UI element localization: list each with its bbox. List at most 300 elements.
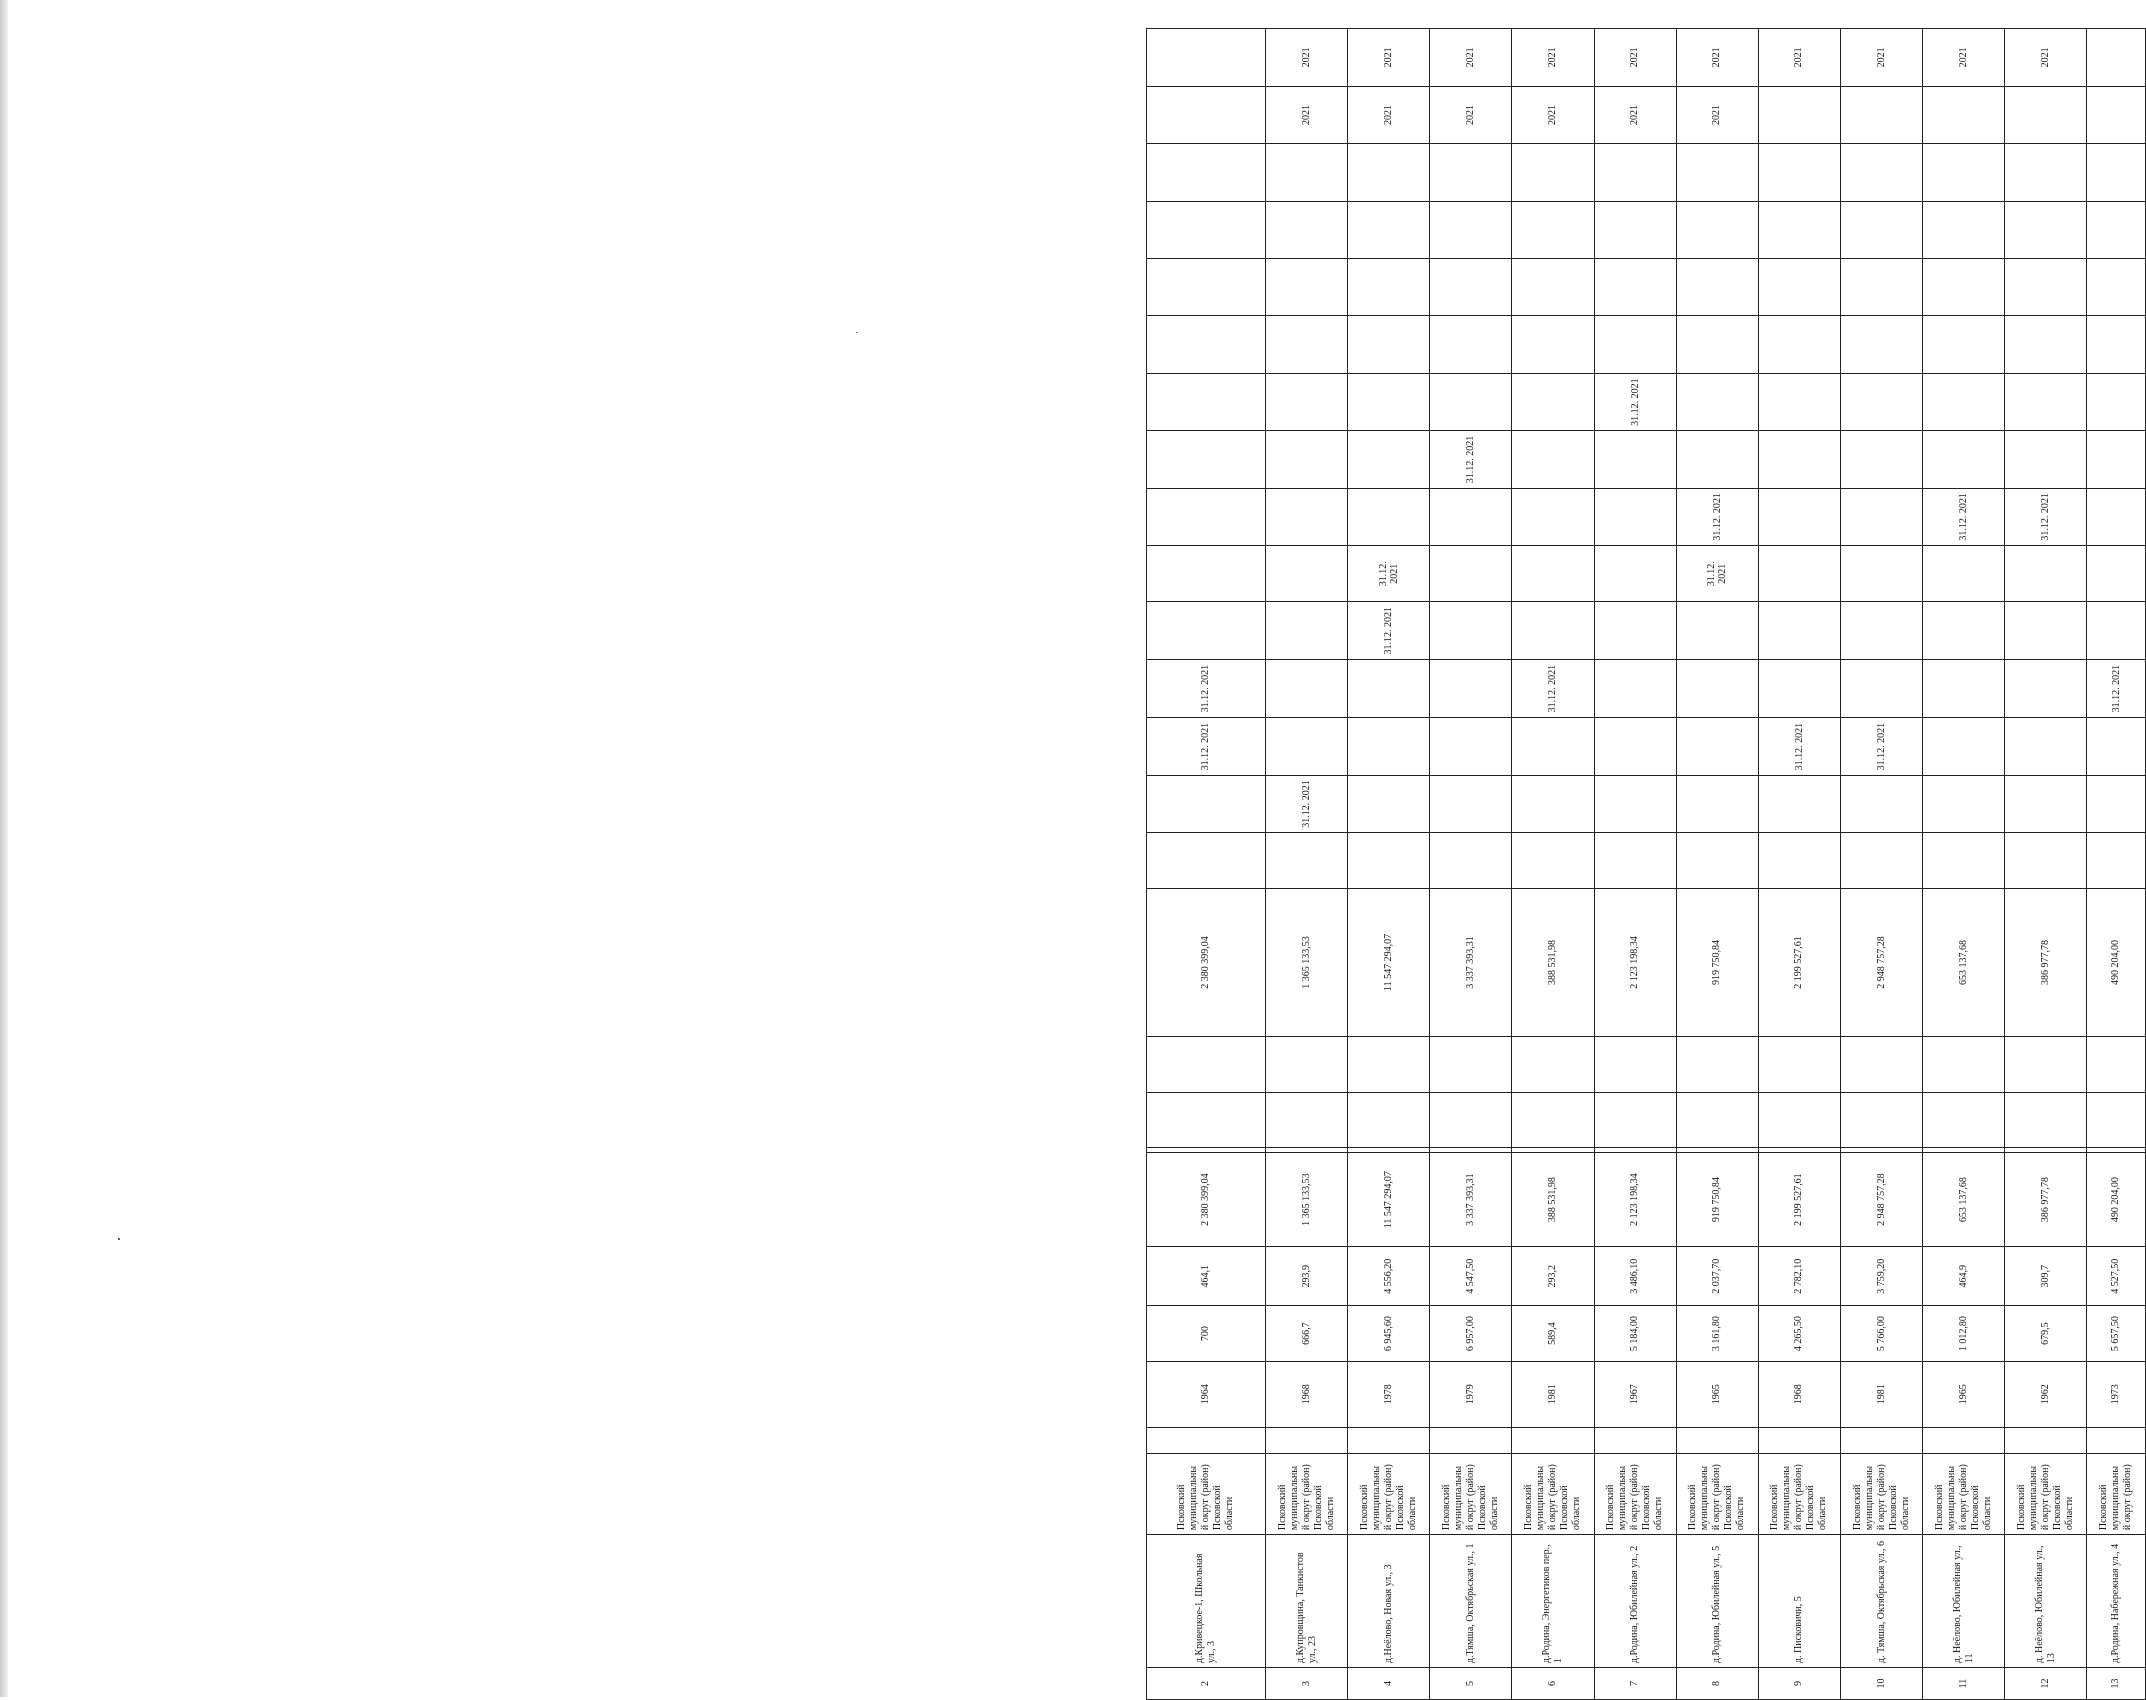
deadline-cell bbox=[1758, 659, 1840, 718]
address-cell: д.Родина, Юбилейная ул., 2 bbox=[1594, 1535, 1676, 1668]
empty-cell bbox=[1923, 144, 2005, 201]
empty-cell bbox=[1594, 1037, 1676, 1092]
municipality-cell: Псковский муниципальны й округ (район) Псковской области bbox=[1348, 1454, 1430, 1535]
year-cell bbox=[1923, 86, 2005, 143]
living-area-cell: 2 037,70 bbox=[1676, 1246, 1758, 1306]
repair-cost-cell: 490 204,00 bbox=[2087, 1153, 2146, 1247]
deadline-cell bbox=[1512, 488, 1594, 545]
deadline-cell bbox=[2087, 775, 2146, 832]
deadline-cell bbox=[1758, 546, 1840, 602]
table-row bbox=[1758, 29, 1840, 1700]
total-area-cell: 5 766,00 bbox=[1841, 1306, 1923, 1361]
deadline-cell bbox=[1147, 431, 1266, 488]
construction-year-cell: 1964 bbox=[1147, 1361, 1266, 1427]
construction-year-cell: 1967 bbox=[1594, 1361, 1676, 1427]
scan-edge-shadow bbox=[0, 0, 8, 1697]
empty-cell bbox=[1512, 1148, 1594, 1153]
deadline-cell bbox=[1676, 602, 1758, 659]
address-cell: д.Кривецкое-1, Школьная ул., 3 bbox=[1147, 1535, 1266, 1668]
empty-cell bbox=[1512, 259, 1594, 316]
empty-cell bbox=[1676, 1037, 1758, 1092]
deadline-cell bbox=[1147, 546, 1266, 602]
deadline-cell bbox=[1841, 546, 1923, 602]
deadline-cell bbox=[1758, 488, 1840, 545]
empty-cell bbox=[1512, 144, 1594, 201]
construction-year-cell: 1973 bbox=[2087, 1361, 2146, 1427]
year-cell bbox=[1147, 86, 1266, 143]
repair-cost-cell: 2 380 399,04 bbox=[1147, 1153, 1266, 1247]
empty-cell bbox=[2087, 1092, 2146, 1147]
row-number-cell: 10 bbox=[1841, 1668, 1923, 1700]
repair-cost-repeat-cell: 2 123 198,34 bbox=[1594, 888, 1676, 1037]
empty-cell bbox=[1923, 833, 2005, 888]
table-row bbox=[2005, 29, 2087, 1700]
deadline-cell bbox=[2005, 373, 2087, 430]
table-row bbox=[1430, 29, 1512, 1700]
empty-cell bbox=[1758, 1092, 1840, 1147]
deadline-cell bbox=[1348, 431, 1430, 488]
deadline-cell: 31.12. 2021 bbox=[1676, 546, 1758, 602]
municipality-cell: Псковский муниципальны й округ (район) bbox=[2087, 1454, 2146, 1535]
empty-cell bbox=[1348, 144, 1430, 201]
year-cell bbox=[1147, 29, 1266, 87]
deadline-cell bbox=[1676, 373, 1758, 430]
empty-cell bbox=[1147, 833, 1266, 888]
deadline-cell: 31.12. 2021 bbox=[1676, 488, 1758, 545]
empty-cell bbox=[1265, 1092, 1347, 1147]
table-row bbox=[1512, 29, 1594, 1700]
year-cell: 2021 bbox=[1923, 29, 2005, 87]
year-cell: 2021 bbox=[1348, 29, 1430, 87]
empty-cell bbox=[1841, 316, 1923, 373]
year-cell bbox=[2087, 86, 2146, 143]
deadline-cell bbox=[1676, 431, 1758, 488]
empty-cell bbox=[1594, 1148, 1676, 1153]
empty-cell bbox=[1923, 316, 2005, 373]
total-area-cell: 3 161,80 bbox=[1676, 1306, 1758, 1361]
row-number-cell: 12 bbox=[2005, 1668, 2087, 1700]
year-cell bbox=[2005, 86, 2087, 143]
municipality-cell: Псковский муниципальны й округ (район) Псковской области bbox=[2005, 1454, 2087, 1535]
deadline-cell bbox=[1676, 659, 1758, 718]
empty-cell bbox=[1512, 1092, 1594, 1147]
deadline-cell bbox=[1512, 373, 1594, 430]
empty-cell bbox=[1758, 1148, 1840, 1153]
total-area-cell: 666,7 bbox=[1265, 1306, 1347, 1361]
deadline-cell bbox=[1348, 659, 1430, 718]
empty-cell bbox=[1676, 144, 1758, 201]
empty-cell bbox=[1758, 316, 1840, 373]
year-cell: 2021 bbox=[1265, 29, 1347, 87]
deadline-cell bbox=[1265, 659, 1347, 718]
empty-cell bbox=[1512, 833, 1594, 888]
empty-cell bbox=[1265, 1148, 1347, 1153]
year-cell: 2021 bbox=[1512, 86, 1594, 143]
deadline-cell: 31.12. 2021 bbox=[1430, 431, 1512, 488]
year-cell: 2021 bbox=[1594, 29, 1676, 87]
empty-cell bbox=[1348, 316, 1430, 373]
deadline-cell bbox=[1147, 488, 1266, 545]
deadline-cell: 31.12. 2021 bbox=[1512, 659, 1594, 718]
empty-cell bbox=[1430, 316, 1512, 373]
empty-cell bbox=[2005, 316, 2087, 373]
repair-cost-cell: 386 977,78 bbox=[2005, 1153, 2087, 1247]
empty-cell bbox=[1841, 833, 1923, 888]
empty-cell bbox=[1430, 833, 1512, 888]
empty-cell bbox=[2005, 259, 2087, 316]
municipality-cell: Псковский муниципальны й округ (район) Псковской области bbox=[1265, 1454, 1347, 1535]
table-row bbox=[1348, 29, 1430, 1700]
deadline-cell bbox=[1841, 775, 1923, 832]
year-cell: 2021 bbox=[1430, 29, 1512, 87]
empty-cell bbox=[1758, 201, 1840, 258]
deadline-cell bbox=[1923, 546, 2005, 602]
living-area-cell: 2 782,10 bbox=[1758, 1246, 1840, 1306]
empty-cell bbox=[1841, 1148, 1923, 1153]
year-cell bbox=[1841, 86, 1923, 143]
deadline-cell bbox=[1147, 775, 1266, 832]
deadline-cell bbox=[1923, 373, 2005, 430]
repair-cost-cell: 1 365 133,53 bbox=[1265, 1153, 1347, 1247]
living-area-cell: 293,2 bbox=[1512, 1246, 1594, 1306]
year-cell: 2021 bbox=[1676, 29, 1758, 87]
empty-cell bbox=[1348, 201, 1430, 258]
repair-cost-cell: 2 199 527,61 bbox=[1758, 1153, 1840, 1247]
deadline-cell bbox=[1923, 775, 2005, 832]
deadline-cell: 31.12. 2021 bbox=[1265, 775, 1347, 832]
deadline-cell: 31.12. 2021 bbox=[1594, 373, 1676, 430]
empty-cell bbox=[2005, 1427, 2087, 1454]
row-number-cell: 7 bbox=[1594, 1668, 1676, 1700]
deadline-cell bbox=[1348, 488, 1430, 545]
deadline-cell bbox=[1841, 659, 1923, 718]
deadline-cell bbox=[1923, 718, 2005, 775]
repair-cost-repeat-cell: 490 204,00 bbox=[2087, 888, 2146, 1037]
total-area-cell: 1 012,80 bbox=[1923, 1306, 2005, 1361]
repair-cost-cell: 653 137,68 bbox=[1923, 1153, 2005, 1247]
empty-cell bbox=[2005, 144, 2087, 201]
total-area-cell: 6 957,00 bbox=[1430, 1306, 1512, 1361]
total-area-cell: 4 265,50 bbox=[1758, 1306, 1840, 1361]
deadline-cell bbox=[1430, 373, 1512, 430]
empty-cell bbox=[1265, 1427, 1347, 1454]
empty-cell bbox=[1512, 1037, 1594, 1092]
empty-cell bbox=[1265, 201, 1347, 258]
empty-cell bbox=[1676, 201, 1758, 258]
construction-year-cell: 1962 bbox=[2005, 1361, 2087, 1427]
address-cell: д. Неёлово, Юбилейная ул., 13 bbox=[2005, 1535, 2087, 1668]
table-body bbox=[1147, 29, 2146, 1700]
deadline-cell bbox=[1265, 718, 1347, 775]
empty-cell bbox=[1594, 201, 1676, 258]
empty-cell bbox=[2005, 1092, 2087, 1147]
deadline-cell bbox=[1265, 431, 1347, 488]
empty-cell bbox=[2005, 201, 2087, 258]
living-area-cell: 4 547,50 bbox=[1430, 1246, 1512, 1306]
repair-cost-repeat-cell: 2 380 399,04 bbox=[1147, 888, 1266, 1037]
deadline-cell bbox=[1512, 718, 1594, 775]
table-row bbox=[1841, 29, 1923, 1700]
municipality-cell: Псковский муниципальны й округ (район) Псковской области bbox=[1676, 1454, 1758, 1535]
deadline-cell bbox=[2087, 431, 2146, 488]
empty-cell bbox=[1265, 316, 1347, 373]
empty-cell bbox=[2005, 1037, 2087, 1092]
municipality-cell: Псковский муниципальны й округ (район) Псковской области bbox=[1594, 1454, 1676, 1535]
empty-cell bbox=[1348, 1427, 1430, 1454]
empty-cell bbox=[1923, 1427, 2005, 1454]
living-area-cell: 464,9 bbox=[1923, 1246, 2005, 1306]
construction-year-cell: 1981 bbox=[1841, 1361, 1923, 1427]
year-cell: 2021 bbox=[1265, 86, 1347, 143]
repair-cost-cell: 2 123 198,34 bbox=[1594, 1153, 1676, 1247]
empty-cell bbox=[2087, 1037, 2146, 1092]
deadline-cell bbox=[2005, 602, 2087, 659]
year-cell bbox=[1758, 86, 1840, 143]
empty-cell bbox=[2087, 201, 2146, 258]
deadline-cell bbox=[1348, 373, 1430, 430]
empty-cell bbox=[1676, 316, 1758, 373]
repair-cost-repeat-cell: 653 137,68 bbox=[1923, 888, 2005, 1037]
repair-cost-cell: 11 547 294,07 bbox=[1348, 1153, 1430, 1247]
deadline-cell bbox=[1147, 602, 1266, 659]
deadline-cell bbox=[1594, 431, 1676, 488]
construction-year-cell: 1978 bbox=[1348, 1361, 1430, 1427]
repair-cost-repeat-cell: 2 948 757,28 bbox=[1841, 888, 1923, 1037]
total-area-cell: 679,5 bbox=[2005, 1306, 2087, 1361]
empty-cell bbox=[1147, 1037, 1266, 1092]
deadline-cell bbox=[1594, 775, 1676, 832]
row-number-cell: 13 bbox=[2087, 1668, 2146, 1700]
deadline-cell bbox=[1676, 775, 1758, 832]
deadline-cell bbox=[2087, 373, 2146, 430]
construction-year-cell: 1965 bbox=[1676, 1361, 1758, 1427]
scan-speck bbox=[856, 332, 858, 333]
address-cell: д.Родина, Энергетиков пер., 1 bbox=[1512, 1535, 1594, 1668]
living-area-cell: 3 486,10 bbox=[1594, 1246, 1676, 1306]
empty-cell bbox=[1430, 1148, 1512, 1153]
empty-cell bbox=[1147, 259, 1266, 316]
deadline-cell bbox=[1923, 602, 2005, 659]
empty-cell bbox=[1758, 259, 1840, 316]
municipality-cell: Псковский муниципальны й округ (район) Псковской области bbox=[1512, 1454, 1594, 1535]
address-cell: д.Родина, Юбилейная ул., 5 bbox=[1676, 1535, 1758, 1668]
address-cell: д. Неёлово, Юбилейная ул., 11 bbox=[1923, 1535, 2005, 1668]
deadline-cell bbox=[1841, 488, 1923, 545]
construction-year-cell: 1965 bbox=[1923, 1361, 2005, 1427]
year-cell: 2021 bbox=[1512, 29, 1594, 87]
address-cell: д.Купровщина, Танкистов ул., 23 bbox=[1265, 1535, 1347, 1668]
empty-cell bbox=[1147, 1427, 1266, 1454]
empty-cell bbox=[1512, 1427, 1594, 1454]
empty-cell bbox=[1923, 201, 2005, 258]
deadline-cell bbox=[2087, 718, 2146, 775]
deadline-cell bbox=[1430, 659, 1512, 718]
municipality-cell: Псковский муниципальны й округ (район) Псковской области bbox=[1430, 1454, 1512, 1535]
empty-cell bbox=[1923, 259, 2005, 316]
deadline-cell bbox=[1758, 602, 1840, 659]
deadline-cell bbox=[2005, 775, 2087, 832]
empty-cell bbox=[1147, 201, 1266, 258]
deadline-cell bbox=[1265, 373, 1347, 430]
deadline-cell bbox=[1594, 718, 1676, 775]
empty-cell bbox=[1676, 833, 1758, 888]
construction-year-cell: 1981 bbox=[1512, 1361, 1594, 1427]
deadline-cell bbox=[2005, 546, 2087, 602]
empty-cell bbox=[1594, 1092, 1676, 1147]
empty-cell bbox=[1923, 1037, 2005, 1092]
empty-cell bbox=[1147, 1148, 1266, 1153]
total-area-cell: 5 657,50 bbox=[2087, 1306, 2146, 1361]
empty-cell bbox=[1758, 1037, 1840, 1092]
empty-cell bbox=[1594, 259, 1676, 316]
row-number-cell: 6 bbox=[1512, 1668, 1594, 1700]
empty-cell bbox=[1841, 1427, 1923, 1454]
empty-cell bbox=[1430, 1037, 1512, 1092]
empty-cell bbox=[2087, 316, 2146, 373]
empty-cell bbox=[1430, 1092, 1512, 1147]
deadline-cell: 31.12. 2021 bbox=[2005, 488, 2087, 545]
scan-speck bbox=[118, 1238, 120, 1240]
table-row bbox=[1923, 29, 2005, 1700]
year-cell bbox=[2087, 29, 2146, 87]
empty-cell bbox=[1430, 144, 1512, 201]
empty-cell bbox=[2005, 833, 2087, 888]
municipality-cell: Псковский муниципальны й округ (район) Псковской области bbox=[1841, 1454, 1923, 1535]
repair-cost-cell: 919 750,84 bbox=[1676, 1153, 1758, 1247]
empty-cell bbox=[1594, 316, 1676, 373]
deadline-cell bbox=[1147, 373, 1266, 430]
row-number-cell: 2 bbox=[1147, 1668, 1266, 1700]
repair-cost-repeat-cell: 11 547 294,07 bbox=[1348, 888, 1430, 1037]
deadline-cell bbox=[1265, 546, 1347, 602]
deadline-cell bbox=[1512, 602, 1594, 659]
table-row bbox=[2087, 29, 2146, 1700]
empty-cell bbox=[1594, 833, 1676, 888]
deadline-cell bbox=[1512, 775, 1594, 832]
row-number-cell: 5 bbox=[1430, 1668, 1512, 1700]
empty-cell bbox=[1265, 144, 1347, 201]
year-cell: 2021 bbox=[1758, 29, 1840, 87]
deadline-cell bbox=[1430, 602, 1512, 659]
empty-cell bbox=[1348, 259, 1430, 316]
deadline-cell bbox=[2005, 718, 2087, 775]
empty-cell bbox=[1348, 1148, 1430, 1153]
address-cell: д.Неёлово, Новая ул., 3 bbox=[1348, 1535, 1430, 1668]
deadline-cell: 31.12. 2021 bbox=[1841, 718, 1923, 775]
empty-cell bbox=[1348, 1037, 1430, 1092]
empty-cell bbox=[1594, 144, 1676, 201]
empty-cell bbox=[1676, 259, 1758, 316]
empty-cell bbox=[2087, 833, 2146, 888]
total-area-cell: 5 184,00 bbox=[1594, 1306, 1676, 1361]
repair-cost-cell: 388 531,98 bbox=[1512, 1153, 1594, 1247]
deadline-cell: 31.12. 2021 bbox=[1147, 718, 1266, 775]
empty-cell bbox=[2087, 259, 2146, 316]
year-cell: 2021 bbox=[1676, 86, 1758, 143]
address-cell: д.Тямша, Октябрьская ул., 1 bbox=[1430, 1535, 1512, 1668]
municipality-cell: Псковский муниципальны й округ (район) Псковской области bbox=[1758, 1454, 1840, 1535]
repair-cost-cell: 2 948 757,28 bbox=[1841, 1153, 1923, 1247]
deadline-cell bbox=[1430, 718, 1512, 775]
deadline-cell: 31.12. 2021 bbox=[1923, 488, 2005, 545]
deadline-cell bbox=[2087, 488, 2146, 545]
deadline-cell: 31.12. 2021 bbox=[1147, 659, 1266, 718]
empty-cell bbox=[1512, 316, 1594, 373]
table-row bbox=[1676, 29, 1758, 1700]
repair-cost-repeat-cell: 1 365 133,53 bbox=[1265, 888, 1347, 1037]
address-cell: д.Родина, Набережная ул., 4 bbox=[2087, 1535, 2146, 1668]
empty-cell bbox=[2087, 1427, 2146, 1454]
year-cell: 2021 bbox=[1430, 86, 1512, 143]
empty-cell bbox=[1147, 1092, 1266, 1147]
construction-year-cell: 1968 bbox=[1265, 1361, 1347, 1427]
address-cell: д. Писковичи, 5 bbox=[1758, 1535, 1840, 1668]
empty-cell bbox=[1676, 1092, 1758, 1147]
empty-cell bbox=[1348, 833, 1430, 888]
year-cell: 2021 bbox=[2005, 29, 2087, 87]
empty-cell bbox=[1676, 1148, 1758, 1153]
living-area-cell: 4 527,50 bbox=[2087, 1246, 2146, 1306]
repair-cost-cell: 3 337 393,31 bbox=[1430, 1153, 1512, 1247]
deadline-cell bbox=[1512, 546, 1594, 602]
table-row bbox=[1265, 29, 1347, 1700]
deadline-cell bbox=[1594, 488, 1676, 545]
empty-cell bbox=[1430, 1427, 1512, 1454]
empty-cell bbox=[1841, 201, 1923, 258]
row-number-cell: 3 bbox=[1265, 1668, 1347, 1700]
year-cell: 2021 bbox=[1594, 86, 1676, 143]
empty-cell bbox=[1841, 259, 1923, 316]
deadline-cell bbox=[1841, 373, 1923, 430]
living-area-cell: 293,9 bbox=[1265, 1246, 1347, 1306]
table-row bbox=[1147, 29, 1266, 1700]
municipality-cell: Псковский муниципальны й округ (район) Псковской области bbox=[1923, 1454, 2005, 1535]
deadline-cell: 31.12. 2021 bbox=[1758, 718, 1840, 775]
year-cell: 2021 bbox=[1841, 29, 1923, 87]
row-number-cell: 9 bbox=[1758, 1668, 1840, 1700]
empty-cell bbox=[1841, 1092, 1923, 1147]
empty-cell bbox=[1594, 1427, 1676, 1454]
row-number-cell: 4 bbox=[1348, 1668, 1430, 1700]
empty-cell bbox=[1923, 1092, 2005, 1147]
municipality-cell: Псковский муниципальны й округ (район) Псковской области bbox=[1147, 1454, 1266, 1535]
deadline-cell bbox=[1841, 431, 1923, 488]
deadline-cell bbox=[1594, 659, 1676, 718]
living-area-cell: 464,1 bbox=[1147, 1246, 1266, 1306]
repair-cost-repeat-cell: 386 977,78 bbox=[2005, 888, 2087, 1037]
repair-cost-repeat-cell: 2 199 527,61 bbox=[1758, 888, 1840, 1037]
deadline-cell: 31.12. 2021 bbox=[1348, 602, 1430, 659]
empty-cell bbox=[1841, 1037, 1923, 1092]
empty-cell bbox=[1758, 144, 1840, 201]
empty-cell bbox=[1348, 1092, 1430, 1147]
deadline-cell bbox=[1265, 602, 1347, 659]
deadline-cell bbox=[1923, 431, 2005, 488]
empty-cell bbox=[1265, 259, 1347, 316]
address-cell: д. Тямша, Октябрьская ул., 6 bbox=[1841, 1535, 1923, 1668]
deadline-cell bbox=[2087, 546, 2146, 602]
deadline-cell bbox=[2005, 431, 2087, 488]
deadline-cell bbox=[2005, 659, 2087, 718]
repair-cost-repeat-cell: 919 750,84 bbox=[1676, 888, 1758, 1037]
deadline-cell bbox=[1594, 602, 1676, 659]
deadline-cell bbox=[1512, 431, 1594, 488]
construction-year-cell: 1979 bbox=[1430, 1361, 1512, 1427]
deadline-cell bbox=[1348, 775, 1430, 832]
row-number-cell: 8 bbox=[1676, 1668, 1758, 1700]
total-area-cell: 6 945,60 bbox=[1348, 1306, 1430, 1361]
construction-year-cell: 1968 bbox=[1758, 1361, 1840, 1427]
